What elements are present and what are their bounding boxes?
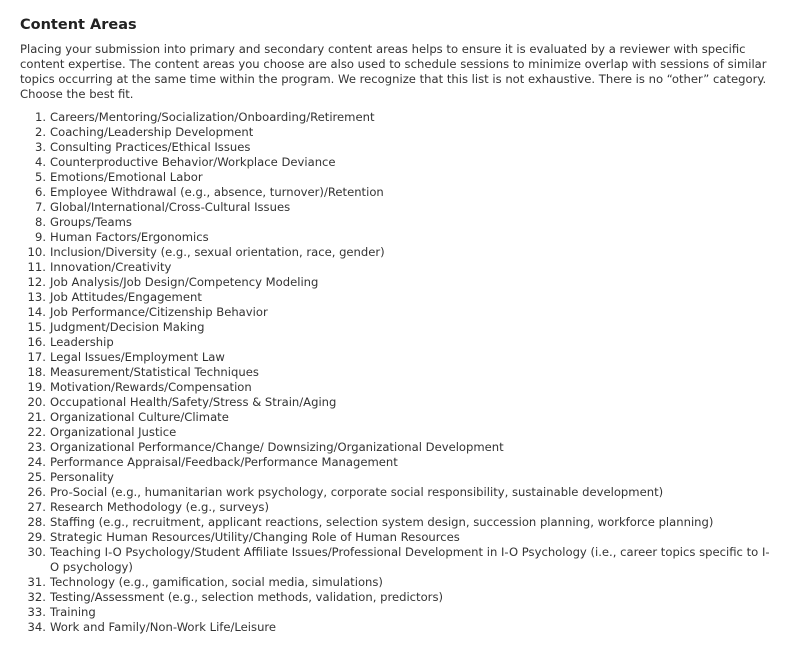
- item-number: 14.: [27, 305, 46, 319]
- content-area-item: [20, 275, 778, 290]
- item-number: 31.: [27, 575, 46, 589]
- item-label: Groups/Teams: [50, 215, 132, 229]
- item-label: Teaching I-O Psychology/Student Affiliate Issues/Professional Development in I-O Psychology (i.e., career topics specific to I-O psychology): [50, 545, 770, 574]
- item-label: Legal Issues/Employment Law: [50, 350, 225, 364]
- item-number: 30.: [27, 545, 46, 559]
- section-title: Content Areas: [20, 17, 137, 33]
- content-area-item: [20, 530, 778, 545]
- content-area-item: [20, 590, 778, 605]
- item-number: 8.: [34, 215, 46, 229]
- item-number: 23.: [27, 440, 46, 454]
- item-number: 32.: [27, 590, 46, 604]
- item-number: 11.: [27, 260, 46, 274]
- content-area-item: [20, 230, 778, 245]
- content-area-item: [20, 365, 778, 380]
- item-label: Measurement/Statistical Techniques: [50, 365, 259, 379]
- content-area-item: [20, 305, 778, 320]
- item-number: 12.: [27, 275, 46, 289]
- item-number: 4.: [34, 155, 46, 169]
- item-label: Global/International/Cross-Cultural Issues: [50, 200, 291, 214]
- item-label: Personality: [50, 470, 114, 484]
- content-area-item: [20, 380, 778, 395]
- item-label: Judgment/Decision Making: [50, 320, 205, 334]
- item-label: Organizational Culture/Climate: [50, 410, 229, 424]
- item-number: 7.: [34, 200, 46, 214]
- item-label: Work and Family/Non-Work Life/Leisure: [50, 620, 277, 634]
- item-label: Counterproductive Behavior/Workplace Deviance: [50, 155, 336, 169]
- item-number: 20.: [27, 395, 46, 409]
- item-label: Motivation/Rewards/Compensation: [50, 380, 252, 394]
- content-area-item: [20, 260, 778, 275]
- content-area-item: [20, 170, 778, 185]
- item-number: 24.: [27, 455, 46, 469]
- item-number: 16.: [27, 335, 46, 349]
- content-area-item: [20, 215, 778, 230]
- item-label: Emotions/Emotional Labor: [50, 170, 203, 184]
- item-number: 5.: [34, 170, 46, 184]
- item-label: Consulting Practices/Ethical Issues: [50, 140, 251, 154]
- item-number: 21.: [27, 410, 46, 424]
- content-area-item: [20, 620, 778, 635]
- content-area-item: [20, 440, 778, 455]
- item-number: 26.: [27, 485, 46, 499]
- content-area-item: [20, 425, 778, 440]
- item-number: 34.: [27, 620, 46, 634]
- item-label: Testing/Assessment (e.g., selection methods, validation, predictors): [50, 590, 444, 604]
- item-label: Training: [50, 605, 96, 619]
- item-label: Human Factors/Ergonomics: [50, 230, 209, 244]
- item-number: 27.: [27, 500, 46, 514]
- content-area-item: [20, 200, 778, 215]
- content-area-item: [20, 575, 778, 590]
- item-label: Careers/Mentoring/Socialization/Onboarding/Retirement: [50, 110, 375, 124]
- content-area-item: [20, 410, 778, 425]
- intro-paragraph: Placing your submission into primary and secondary content areas helps to ensure it is evaluated by a reviewer with specific content expertise. The content areas you choose are also used to schedule sessions to minimize overlap with sessions of similar topics occurring at the same time within the program. We recognize that this list is not exhaustive. There is no “other” category. Choose the best fit.: [20, 42, 767, 101]
- item-label: Strategic Human Resources/Utility/Changing Role of Human Resources: [50, 530, 460, 544]
- item-number: 25.: [27, 470, 46, 484]
- item-label: Job Performance/Citizenship Behavior: [50, 305, 268, 319]
- content-area-item: [20, 515, 778, 530]
- item-label: Performance Appraisal/Feedback/Performance Management: [50, 455, 398, 469]
- item-number: 15.: [27, 320, 46, 334]
- item-label: Employee Withdrawal (e.g., absence, turnover)/Retention: [50, 185, 384, 199]
- item-label: Job Analysis/Job Design/Competency Modeling: [50, 275, 319, 289]
- item-label: Inclusion/Diversity (e.g., sexual orientation, race, gender): [50, 245, 385, 259]
- item-label: Pro-Social (e.g., humanitarian work psychology, corporate social responsibility, sustainable development): [50, 485, 664, 499]
- item-label: Occupational Health/Safety/Stress & Strain/Aging: [50, 395, 337, 409]
- item-number: 2.: [34, 125, 46, 139]
- item-number: 33.: [27, 605, 46, 619]
- content-area-item: [20, 545, 778, 575]
- item-label: Coaching/Leadership Development: [50, 125, 254, 139]
- item-number: 3.: [34, 140, 46, 154]
- item-label: Innovation/Creativity: [50, 260, 172, 274]
- item-label: Organizational Justice: [50, 425, 177, 439]
- content-area-item: [20, 350, 778, 365]
- content-area-item: [20, 335, 778, 350]
- content-area-item: [20, 455, 778, 470]
- item-number: 28.: [27, 515, 46, 529]
- item-number: 18.: [27, 365, 46, 379]
- item-label: Leadership: [50, 335, 114, 349]
- content-area-item: [20, 245, 778, 260]
- item-number: 1.: [34, 110, 46, 124]
- content-area-item: [20, 500, 778, 515]
- item-number: 9.: [34, 230, 46, 244]
- content-area-item: [20, 125, 778, 140]
- content-area-item: [20, 470, 778, 485]
- item-number: 10.: [27, 245, 46, 259]
- item-label: Job Attitudes/Engagement: [50, 290, 202, 304]
- item-label: Staffing (e.g., recruitment, applicant reactions, selection system design, succession planning, workforce planning): [50, 515, 714, 529]
- item-number: 13.: [27, 290, 46, 304]
- content-area-item: [20, 320, 778, 335]
- item-number: 29.: [27, 530, 46, 544]
- content-area-item: [20, 110, 778, 125]
- content-area-item: [20, 395, 778, 410]
- content-area-item: [20, 140, 778, 155]
- content-area-item: [20, 605, 778, 620]
- item-number: 6.: [34, 185, 46, 199]
- content-areas-list: [20, 110, 772, 635]
- item-label: Technology (e.g., gamification, social media, simulations): [50, 575, 383, 589]
- content-area-item: [20, 185, 778, 200]
- item-number: 22.: [27, 425, 46, 439]
- content-area-item: [20, 290, 778, 305]
- item-number: 19.: [27, 380, 46, 394]
- item-label: Organizational Performance/Change/ Downsizing/Organizational Development: [50, 440, 504, 454]
- content-area-item: [20, 485, 778, 500]
- content-area-item: [20, 155, 778, 170]
- item-label: Research Methodology (e.g., surveys): [50, 500, 269, 514]
- item-number: 17.: [27, 350, 46, 364]
